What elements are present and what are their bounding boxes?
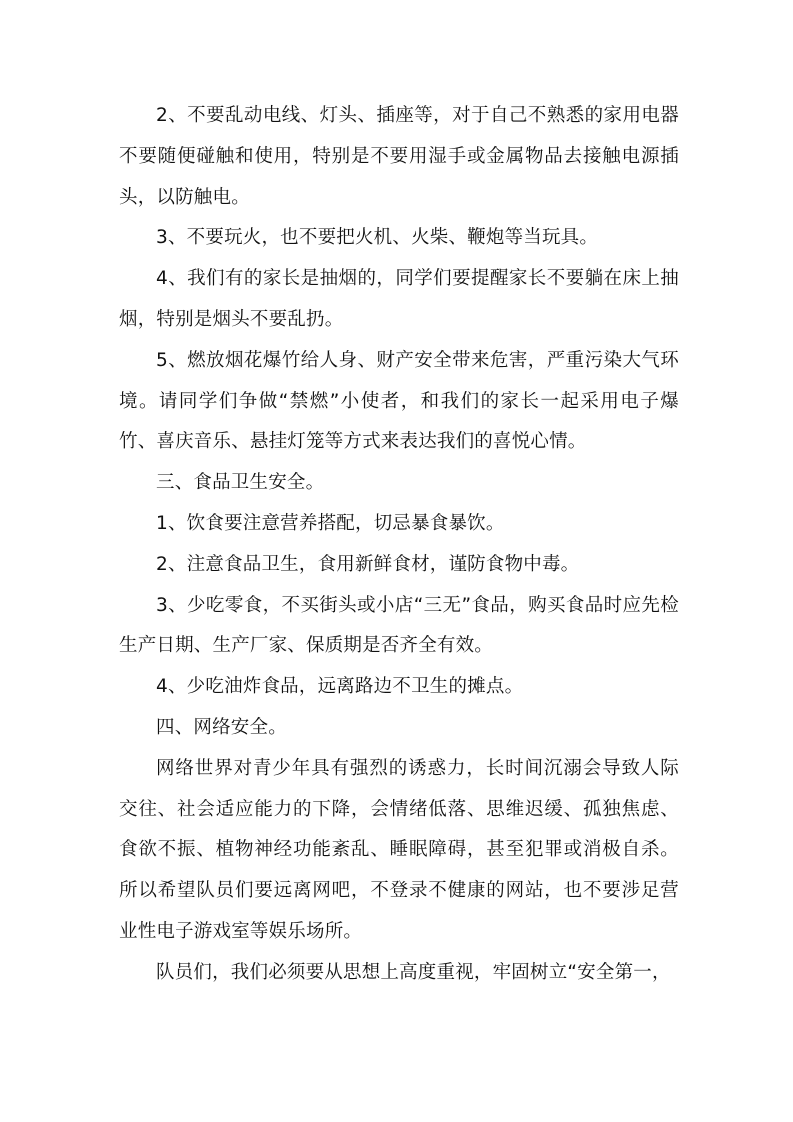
paragraph-electric-safety: 2、不要乱动电线、灯头、插座等，对于自己不熟悉的家用电器不要随便碰触和使用，特别是不要用湿手或金属物品去接触电源插头，以防触电。 [119, 105, 679, 208]
section-heading-network-safety: 四、网络安全。 [156, 716, 287, 738]
document-body [119, 96, 679, 994]
paragraph-closing: 队员们，我们必须要从思想上高度重视，牢固树立“安全第一， [156, 961, 671, 983]
paragraph-fried-food: 4、少吃油炸食品，远离路边不卫生的摊点。 [156, 676, 524, 698]
paragraph-fireworks: 5、燃放烟花爆竹给人身、财产安全带来危害，严重污染大气环境。请同学们争做“禁燃”小使者，和我们的家长一起采用电子爆竹、喜庆音乐、悬挂灯笼等方式来表达我们的喜悦心情。 [119, 349, 679, 453]
paragraph-no-playing-fire: 3、不要玩火，也不要把火机、火柴、鞭炮等当玩具。 [156, 227, 599, 249]
paragraph-food-hygiene: 2、注意食品卫生，食用新鲜食材，谨防食物中毒。 [156, 553, 580, 575]
section-heading-food-safety: 三、食品卫生安全。 [156, 472, 325, 494]
paragraph-internet-addiction: 网络世界对青少年具有强烈的诱惑力，长时间沉溺会导致人际交往、社会适应能力的下降，会情绪低落、思维迟缓、孤独焦虑、食欲不振、植物神经功能紊乱、睡眠障碍，甚至犯罪或消极自杀。所以希望队员们要远离网吧，不登录不健康的网站，也不要涉足营业性电子游戏室等娱乐场所。 [119, 757, 679, 942]
paragraph-smoking-warning: 4、我们有的家长是抽烟的，同学们要提醒家长不要躺在床上抽烟，特别是烟头不要乱扔。 [119, 268, 679, 330]
paragraph-diet-balance: 1、饮食要注意营养搭配，切忌暴食暴饮。 [156, 512, 505, 534]
paragraph-snacks: 3、少吃零食，不买街头或小店“三无”食品，购买食品时应先检生产日期、生产厂家、保质期是否齐全有效。 [119, 594, 679, 657]
